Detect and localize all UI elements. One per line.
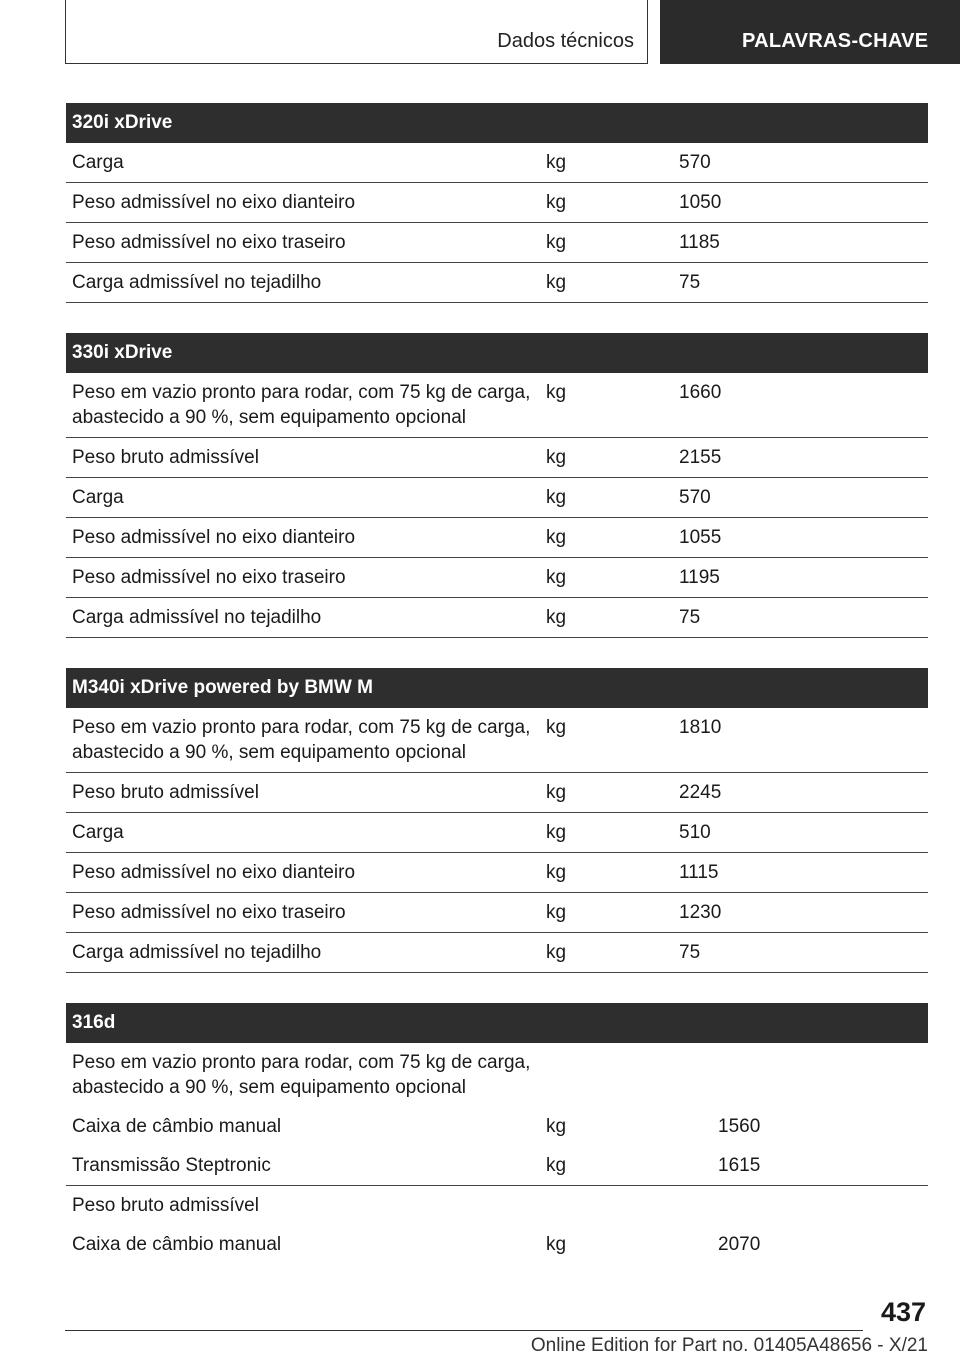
row-unit: kg [546,272,567,293]
table-title: 316d [66,1003,928,1043]
keywords-tab[interactable] [660,0,960,64]
row-label: Carga [72,152,124,173]
edition-note: Online Edition for Part no. 01405A48656 - X/21 [530,1335,928,1356]
spec-table-330i [66,333,928,638]
row-unit: kg [546,782,567,803]
row-value: 75 [679,607,701,628]
spec-table-m340i [66,668,928,973]
row-unit: kg [546,192,567,213]
row-value: 1185 [679,232,720,253]
row-value: 75 [679,942,701,963]
row-unit: kg [546,942,567,963]
row-unit: kg [546,567,567,588]
table-row [66,143,928,183]
row-value: 1230 [679,902,722,923]
table-row [66,853,928,893]
row-label: Caixa de câmbio manual [72,1234,282,1255]
row-label-line: abastecido a 90 %, sem equipamento opcional [72,407,466,428]
footer-rule [65,1330,863,1331]
row-value: 1560 [718,1116,761,1137]
table-row [66,263,928,303]
row-value: 75 [679,272,701,293]
table-title: 330i xDrive [66,333,928,373]
row-label-line: Peso em vazio pronto para rodar, com 75 kg de carga, [72,1052,531,1073]
row-unit: kg [546,487,567,508]
table-row [66,1043,928,1107]
row-unit: kg [546,1234,567,1255]
table-row [66,373,928,438]
row-value: 1115 [679,862,719,883]
row-label: Peso admissível no eixo traseiro [72,232,346,253]
row-label: Peso admissível no eixo dianteiro [72,527,356,548]
table-row [66,1146,928,1186]
row-label: Peso admissível no eixo traseiro [72,567,346,588]
row-unit: kg [546,862,567,883]
table-row [66,813,928,853]
keywords-tab-label: PALAVRAS-CHAVE [742,30,929,52]
table-row [66,773,928,813]
row-label-line: abastecido a 90 %, sem equipamento opcional [72,742,466,763]
row-unit: kg [546,607,567,628]
row-unit: kg [546,447,567,468]
row-unit: kg [546,902,567,923]
row-value: 1810 [679,717,722,738]
row-label: Peso bruto admissível [72,782,259,803]
page-number: 437 [880,1297,926,1327]
table-row [66,1107,928,1146]
table-row [66,558,928,598]
row-value: 1660 [679,382,722,403]
row-value: 2245 [679,782,722,803]
row-label [72,380,546,430]
row-value: 570 [679,487,711,508]
table-row [66,598,928,638]
table-row [66,223,928,263]
row-unit: kg [546,527,567,548]
table-row [66,438,928,478]
row-value: 1195 [679,567,720,588]
row-unit: kg [546,382,567,403]
table-row [66,183,928,223]
spec-table-320i [66,103,928,303]
row-label: Peso admissível no eixo dianteiro [72,192,356,213]
header-bottom-rule [65,63,648,64]
table-row [66,1186,928,1225]
header-left-rule [65,0,66,64]
row-value: 1055 [679,527,722,548]
row-label: Caixa de câmbio manual [72,1116,282,1137]
row-label: Peso admissível no eixo dianteiro [72,862,356,883]
row-value: 2070 [718,1234,761,1255]
row-value: 570 [679,152,711,173]
row-label: Carga admissível no tejadilho [72,942,322,963]
header-divider [647,0,648,64]
row-label [72,715,546,765]
row-label: Carga [72,487,124,508]
row-label: Peso bruto admissível [72,1195,259,1216]
row-value: 1615 [718,1155,761,1176]
row-label [72,1050,546,1100]
spec-content [66,103,928,1264]
table-title: 320i xDrive [66,103,928,143]
table-row [66,933,928,973]
row-value: 510 [679,822,711,843]
row-unit: kg [546,1116,567,1137]
row-unit: kg [546,717,567,738]
row-unit: kg [546,822,567,843]
table-row [66,893,928,933]
row-label-line: Peso em vazio pronto para rodar, com 75 kg de carga, [72,382,531,403]
row-label: Carga admissível no tejadilho [72,272,322,293]
row-label: Peso bruto admissível [72,447,259,468]
row-unit: kg [546,232,567,253]
row-label: Transmissão Steptronic [72,1155,271,1176]
table-row [66,518,928,558]
table-row [66,708,928,773]
row-value: 2155 [679,447,722,468]
row-value: 1050 [679,192,722,213]
table-title: M340i xDrive powered by BMW M [66,668,928,708]
table-row [66,1225,928,1264]
row-label: Carga [72,822,124,843]
row-unit: kg [546,152,567,173]
spec-table-316d [66,1003,928,1264]
table-row [66,478,928,518]
row-label-line: Peso em vazio pronto para rodar, com 75 kg de carga, [72,717,531,738]
row-label: Carga admissível no tejadilho [72,607,322,628]
row-unit: kg [546,1155,567,1176]
section-title[interactable]: Dados técnicos [497,30,634,52]
row-label: Peso admissível no eixo traseiro [72,902,346,923]
row-label-line: abastecido a 90 %, sem equipamento opcional [72,1077,466,1098]
